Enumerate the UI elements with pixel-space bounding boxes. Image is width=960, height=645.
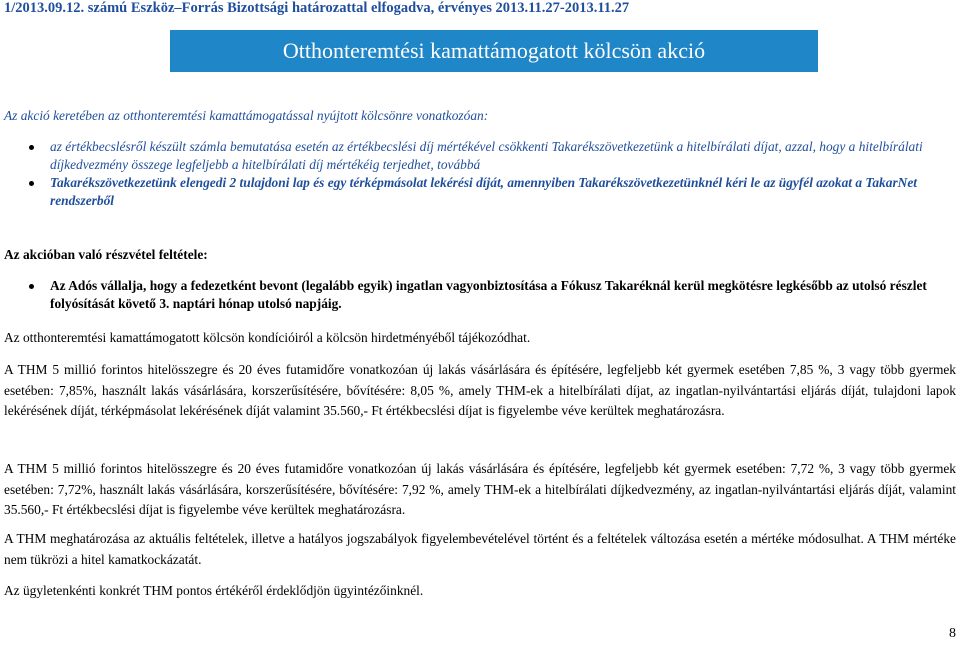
- page-title: Otthonteremtési kamattámogatott kölcsön akció: [170, 30, 818, 72]
- inquiry-paragraph: Az ügyletenkénti konkrét THM pontos értékéről érdeklődjön ügyintézőinknél.: [4, 583, 424, 598]
- thm-note-paragraph: A THM meghatározása az aktuális feltételek, illetve a hatályos jogszabályok figyelembevételével történt és a feltételek változása esetén a mértéke módosulhat. A THM mértéke nem tükrözi a hitel kamatkockázatát.: [4, 531, 956, 567]
- list-item: Takarékszövetkezetünk elengedi 2 tulajdoni lap és egy térképmásolat lekérési díját, amennyiben Takarékszövetkezetünknél kéri le az ügyfél azokat a TakarNet rendszerből: [0, 174, 960, 210]
- discount-list: [0, 138, 960, 210]
- intro-text: Az akció keretében az otthonteremtési kamattámogatással nyújtott kölcsönre vonatkozóan:: [4, 108, 489, 123]
- list-item: Az Adós vállalja, hogy a fedezetként bevont (legalább egyik) ingatlan vagyonbiztosítása a Fókusz Takaréknál kerül megkötésre legkésőbb az utolsó részlet folyósítását követő 3. naptári hónap utolsó napjáig.: [0, 277, 960, 313]
- approval-header: 1/2013.09.12. számú Eszköz–Forrás Bizottsági határozattal elfogadva, érvényes 2013.11.27-2013.11.27: [4, 0, 630, 16]
- participation-label: Az akcióban való részvétel feltétele:: [4, 247, 208, 262]
- thm-paragraph: A THM 5 millió forintos hitelösszegre és 20 éves futamidőre vonatkozóan új lakás vásárlására és építésére, legfeljebb két gyermek esetében 7,85 %, 3 vagy több gyermek esetében: 7,85%, használt lakás vásárlására, korszerűsítésére, bővítésére: 8,05 %, amely THM-ek a hitelbírálati díjat, az ingatlan-nyilvántartási eljárás díját, tulajdoni lapok lekérésének díját, térképmásolat lekérésének díját valamint 35.560,- Ft értékbecslési díjat is figyelembe véve kerültek meghatározásra.: [4, 362, 956, 418]
- participation-list: [0, 277, 960, 313]
- thm-discount-paragraph: A THM 5 millió forintos hitelösszegre és 20 éves futamidőre vonatkozóan új lakás vásárlására és építésére, legfeljebb két gyermek esetében: 7,72 %, 3 vagy több gyermek esetében: 7,72%, használt lakás vásárlására, korszerűsítésére, bővítésére: 7,92 %, amely THM-ek a hitelbírálati díjkedvezmény, az ingatlan-nyilvántartási eljárás díját, valamint 35.560,- Ft értékbecslési díjat is figyelembe véve kerültek meghatározásra.: [4, 461, 956, 517]
- list-item: az értékbecslésről készült számla bemutatása esetén az értékbecslési díj mértékével csökkenti Takarékszövetkezetünk a hitelbírálati díjat, azzal, hogy a hitelbírálati díjkedvezmény összege legfeljebb a hitelbírálati díj mértékéig terjedhet, továbbá: [0, 138, 960, 174]
- conditions-paragraph: Az otthonteremtési kamattámogatott kölcsön kondícióiról a kölcsön hirdetményéből tájékozódhat.: [4, 330, 531, 345]
- page-number: 8: [949, 626, 956, 641]
